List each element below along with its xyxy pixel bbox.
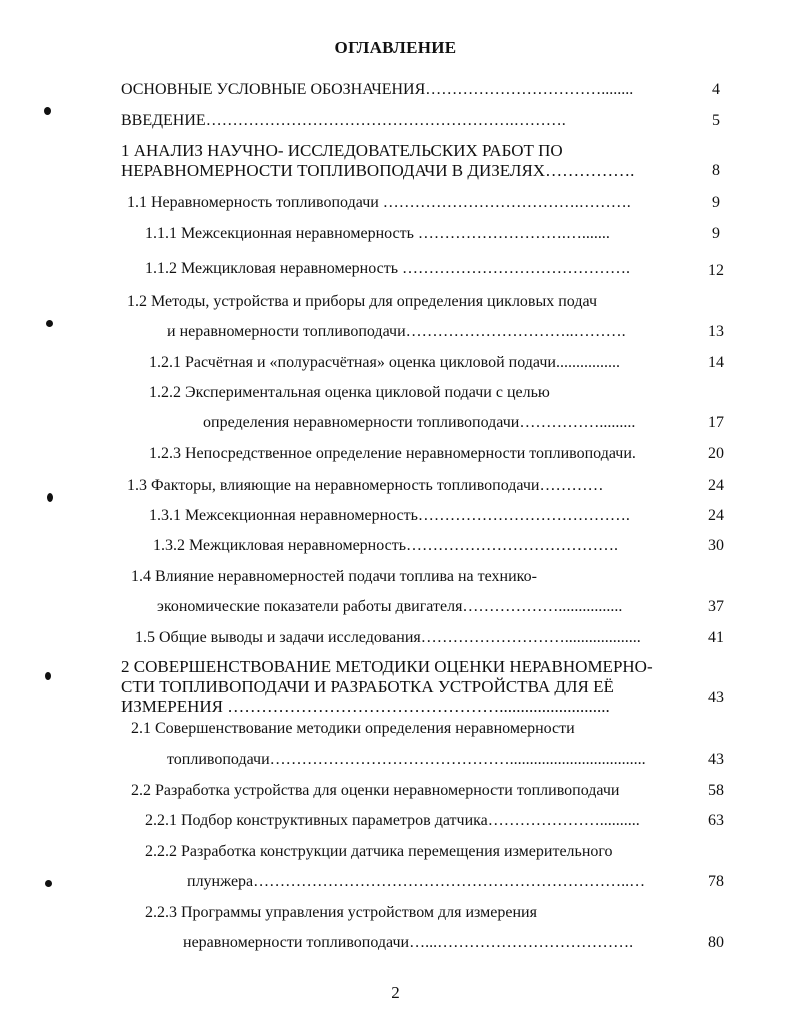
toc-entry-page: 12 (708, 262, 724, 279)
toc-entry-page: 9 (712, 225, 720, 242)
toc-entry-text: 1.1 Неравномерность топливоподачи ……………………………….………. (127, 194, 631, 211)
toc-entry-page: 24 (708, 477, 724, 494)
toc-entry-page: 5 (712, 112, 720, 129)
toc-entry-text: топливоподачи……………………………………….................................. (167, 751, 646, 768)
toc-entry-text: 2.2.1 Подбор конструктивных параметров датчика………………….......... (145, 812, 640, 829)
toc-entry-page: 41 (708, 629, 724, 646)
toc-entry-page: 24 (708, 507, 724, 524)
toc-entry-text: СТИ ТОПЛИВОПОДАЧИ И РАЗРАБОТКА УСТРОЙСТВА ДЛЯ ЕЁ (121, 677, 614, 696)
toc-entry-page: 43 (708, 689, 724, 706)
page-number: 2 (391, 983, 400, 1002)
toc-entry-text: 2.1 Совершенствование методики определения неравномерности (131, 720, 575, 737)
toc-entry-text: 1 АНАЛИЗ НАУЧНО- ИССЛЕДОВАТЕЛЬСКИХ РАБОТ ПО (121, 141, 563, 160)
toc-entry-text: 2.2 Разработка устройства для оценки неравномерности топливоподачи (131, 782, 620, 799)
toc-entry-text: 1.3.1 Межсекционная неравномерность…………………………………. (149, 507, 630, 524)
toc-entry-text: ВВЕДЕНИЕ………………………………………………….………. (121, 112, 566, 129)
toc-entry-text: 2.2.3 Программы управления устройством для измерения (145, 904, 537, 921)
toc-entry-text: и неравномерности топливоподачи…………………………..………. (167, 323, 626, 340)
toc-entry-text: 2 СОВЕРШЕНСТВОВАНИЕ МЕТОДИКИ ОЦЕНКИ НЕРАВНОМЕРНО- (121, 657, 653, 676)
toc-entry-page: 13 (708, 323, 724, 340)
toc-entry-text: 1.2.2 Экспериментальная оценка цикловой подачи с целью (149, 384, 550, 401)
toc-entry-text: ИЗМЕРЕНИЯ ………………………………………….......................... (121, 697, 610, 716)
toc-entry-page: 78 (708, 873, 724, 890)
toc-entry-text: 1.4 Влияние неравномерностей подачи топлива на технико- (131, 568, 537, 585)
toc-entry-text: 1.5 Общие выводы и задачи исследования………………………................... (135, 629, 641, 646)
toc-entry-text: 2.2.2 Разработка конструкции датчика перемещения измерительного (145, 843, 613, 860)
toc-entry-page: 14 (708, 354, 724, 371)
toc-entry-page: 37 (708, 598, 724, 615)
toc-entry-text: 1.1.1 Межсекционная неравномерность ……………………….…....... (145, 225, 610, 242)
toc-entry-text: 1.1.2 Межцикловая неравномерность ……………………………………. (145, 260, 631, 277)
scan-speck (45, 672, 51, 680)
toc-entry-text: экономические показатели работы двигателя………………................ (157, 598, 623, 615)
toc-entry-page: 43 (708, 751, 724, 768)
toc-entry-text: 1.3 Факторы, влияющие на неравномерность топливоподачи………… (127, 477, 604, 494)
toc-entry-text: определения неравномерности топливоподачи……………......... (203, 414, 636, 431)
toc-entry-text: 1.2 Методы, устройства и приборы для определения цикловых подач (127, 293, 597, 310)
toc-entry-text: НЕРАВНОМЕРНОСТИ ТОПЛИВОПОДАЧИ В ДИЗЕЛЯХ……………. (121, 161, 635, 180)
toc-entry-text: неравномерности топливоподачи…...………………………………. (183, 934, 634, 951)
toc-entry-page: 63 (708, 812, 724, 829)
toc-entry-text: ОСНОВНЫЕ УСЛОВНЫЕ ОБОЗНАЧЕНИЯ……………………………........ (121, 81, 634, 98)
toc-entry-page: 17 (708, 414, 724, 431)
scan-speck (47, 493, 53, 502)
page-title: ОГЛАВЛЕНИЕ (334, 38, 457, 57)
scan-speck (44, 107, 51, 115)
scan-speck (45, 880, 52, 887)
toc-entry-page: 8 (712, 162, 720, 179)
toc-entry-text: 1.2.1 Расчётная и «полурасчётная» оценка цикловой подачи................ (149, 354, 620, 371)
toc-entry-page: 58 (708, 782, 724, 799)
toc-entry-text: 1.3.2 Межцикловая неравномерность…………………………………. (153, 537, 619, 554)
toc-entry-text: 1.2.3 Непосредственное определение неравномерности топливоподачи. (149, 445, 636, 462)
scan-speck (46, 320, 53, 327)
toc-entry-page: 30 (708, 537, 724, 554)
toc-entry-page: 20 (708, 445, 724, 462)
toc-entry-page: 9 (712, 194, 720, 211)
toc-entry-page: 4 (712, 81, 720, 98)
toc-entry-text: плунжера……………………………………………………………..… (187, 873, 646, 890)
toc-entry-page: 80 (708, 934, 724, 951)
